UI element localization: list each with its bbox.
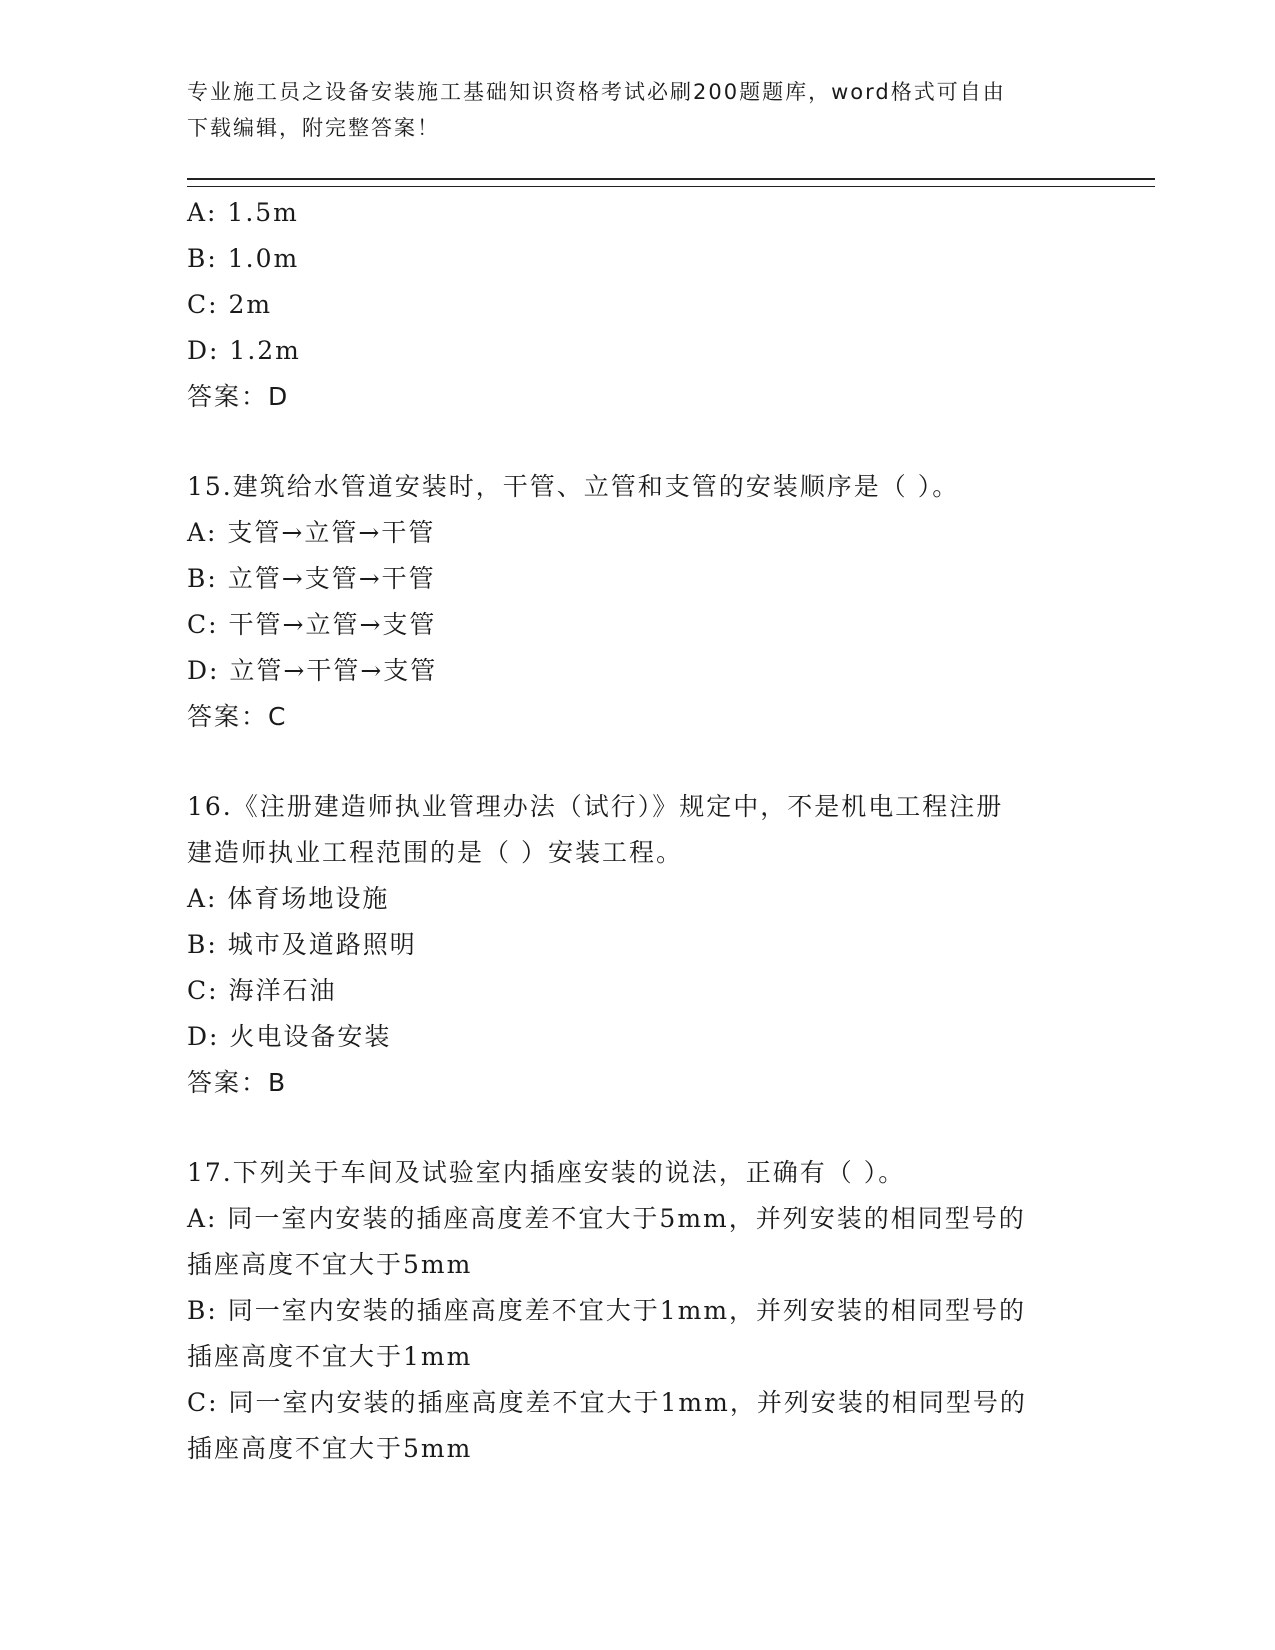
q17-option-b-line-2: 插座高度不宜大于1mm [187, 1342, 473, 1371]
q17-option-a-line-1: A: 同一室内安装的插座高度差不宜大于5mm，并列安装的相同型号的 [187, 1204, 1026, 1233]
q15-option-c: C: 干管→立管→支管 [187, 610, 437, 639]
q14-option-a: A: 1.5m [187, 198, 299, 227]
question-list [187, 190, 1087, 1472]
q14-option-c: C: 2m [187, 290, 273, 319]
q17-question: 17.下列关于车间及试验室内插座安装的说法，正确有（ ）。 [187, 1158, 906, 1187]
question-15-block [187, 464, 1087, 740]
header-line-1: 专业施工员之设备安装施工基础知识资格考试必刷200题题库，word格式可自由 [187, 80, 1006, 104]
header-line-2: 下载编辑，附完整答案！ [187, 116, 440, 140]
q17-option-c-line-1: C: 同一室内安装的插座高度差不宜大于1mm，并列安装的相同型号的 [187, 1388, 1027, 1417]
q16-option-d: D: 火电设备安装 [187, 1022, 392, 1051]
q17-option-b-line-1: B: 同一室内安装的插座高度差不宜大于1mm，并列安装的相同型号的 [187, 1296, 1027, 1325]
header-divider [187, 178, 1155, 187]
q16-question-line-2: 建造师执业工程范围的是（ ）安装工程。 [187, 838, 683, 867]
q17-option-a-line-2: 插座高度不宜大于5mm [187, 1250, 473, 1279]
q17-option-c-line-2: 插座高度不宜大于5mm [187, 1434, 473, 1463]
q14-option-b: B: 1.0m [187, 244, 300, 273]
q16-option-c: C: 海洋石油 [187, 976, 337, 1005]
q15-option-d: D: 立管→干管→支管 [187, 656, 438, 685]
q15-answer: 答案：C [187, 702, 288, 731]
q15-question: 15.建筑给水管道安装时，干管、立管和支管的安装顺序是（ ）。 [187, 472, 960, 501]
q16-answer: 答案：B [187, 1068, 288, 1097]
q16-option-a: A: 体育场地设施 [187, 884, 390, 913]
q16-question-line-1: 16.《注册建造师执业管理办法（试行）》规定中，不是机电工程注册 [187, 792, 1004, 821]
q14-answer: 答案：D [187, 382, 290, 411]
q16-option-b: B: 城市及道路照明 [187, 930, 417, 959]
document-header [187, 74, 1067, 146]
question-16-block [187, 784, 1087, 1106]
q14-option-d: D: 1.2m [187, 336, 301, 365]
q15-option-a: A: 支管→立管→干管 [187, 518, 436, 547]
question-14-block [187, 190, 1087, 420]
question-17-block [187, 1150, 1087, 1472]
q15-option-b: B: 立管→支管→干管 [187, 564, 436, 593]
